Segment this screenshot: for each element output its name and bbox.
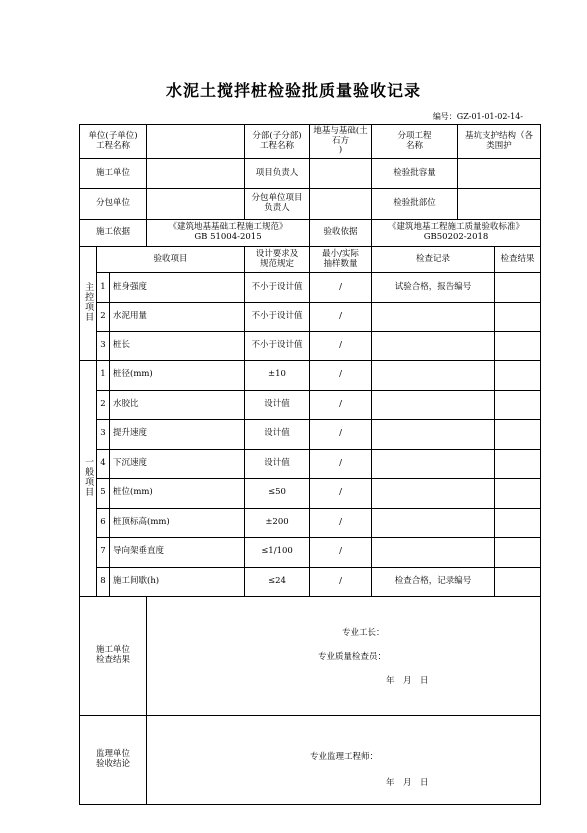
construction-check-signature-area bbox=[147, 597, 541, 716]
item-check-record[interactable]: 试验合格，报告编号 bbox=[372, 273, 495, 303]
item-sample-count[interactable]: / bbox=[310, 508, 372, 538]
col-sample-header: 最小/实际 抽样数量 bbox=[310, 247, 372, 273]
col-record-header: 检查记录 bbox=[372, 247, 495, 273]
item-check-result[interactable] bbox=[495, 273, 541, 303]
table-row bbox=[80, 479, 541, 509]
form-code: 编号：GZ-01-01-02-14- bbox=[432, 112, 523, 121]
item-sample-count[interactable]: / bbox=[310, 479, 372, 509]
item-design-requirement: 设计值 bbox=[245, 449, 310, 479]
item-check-result[interactable] bbox=[495, 538, 541, 568]
item-name: 提升速度 bbox=[110, 420, 245, 450]
table-row bbox=[80, 332, 541, 361]
item-sample-count[interactable]: / bbox=[310, 420, 372, 450]
item-design-requirement: ≤1/100 bbox=[245, 538, 310, 568]
column-header-row bbox=[80, 247, 541, 273]
supervision-date[interactable]: 年 月 日 bbox=[386, 778, 429, 788]
item-check-record[interactable] bbox=[372, 449, 495, 479]
item-number: 7 bbox=[97, 538, 110, 568]
batch-part-value[interactable] bbox=[458, 189, 541, 220]
item-check-result[interactable] bbox=[495, 449, 541, 479]
item-check-record[interactable] bbox=[372, 303, 495, 332]
supervision-row bbox=[80, 716, 541, 805]
col-design-header: 设计要求及 规范规定 bbox=[245, 247, 310, 273]
accept-basis-label: 验收依据 bbox=[310, 220, 372, 247]
item-sample-count[interactable]: / bbox=[310, 332, 372, 361]
item-design-requirement: 不小于设计值 bbox=[245, 332, 310, 361]
item-check-record[interactable] bbox=[372, 538, 495, 568]
col-result-header: 检查结果 bbox=[495, 247, 541, 273]
construction-unit-label: 施工单位 bbox=[80, 159, 147, 189]
item-design-requirement: 设计值 bbox=[245, 420, 310, 450]
basis-label: 施工依据 bbox=[80, 220, 147, 247]
item-number: 2 bbox=[97, 303, 110, 332]
item-check-record[interactable] bbox=[372, 508, 495, 538]
foreman-label[interactable]: 专业工长： bbox=[342, 628, 385, 638]
item-number: 2 bbox=[97, 390, 110, 420]
signature-block bbox=[147, 597, 540, 715]
item-name: 桩径(mm) bbox=[110, 361, 245, 391]
division-name-value[interactable]: 地基与基础(土石方 ) bbox=[310, 125, 372, 159]
project-manager-value[interactable] bbox=[310, 159, 372, 189]
batch-part-label: 检验批部位 bbox=[372, 189, 458, 220]
construction-check-label: 施工单位 检查结果 bbox=[80, 597, 147, 716]
basis-value: 《建筑地基基础工程施工规范》 GB 51004-2015 bbox=[147, 220, 310, 247]
item-name: 水胶比 bbox=[110, 390, 245, 420]
item-design-requirement: ±10 bbox=[245, 361, 310, 391]
item-check-record[interactable] bbox=[372, 361, 495, 391]
supervision-label: 监理单位 验收结论 bbox=[80, 716, 147, 805]
item-design-requirement: 不小于设计值 bbox=[245, 273, 310, 303]
subitem-name-label: 分项工程 名称 bbox=[372, 125, 458, 159]
item-check-record[interactable] bbox=[372, 479, 495, 509]
item-number: 3 bbox=[97, 420, 110, 450]
item-design-requirement: 设计值 bbox=[245, 390, 310, 420]
item-check-record[interactable] bbox=[372, 420, 495, 450]
item-design-requirement: 不小于设计值 bbox=[245, 303, 310, 332]
batch-capacity-value[interactable] bbox=[458, 159, 541, 189]
page-title: 水泥土搅拌桩检验批质量验收记录 bbox=[165, 81, 421, 100]
header-row-subcontractor bbox=[80, 189, 541, 220]
table-row bbox=[80, 303, 541, 332]
item-design-requirement: ≤50 bbox=[245, 479, 310, 509]
quality-inspector-label[interactable]: 专业质量检查员： bbox=[318, 652, 387, 662]
item-sample-count[interactable]: / bbox=[310, 361, 372, 391]
construction-date[interactable]: 年 月 日 bbox=[386, 676, 429, 686]
item-name: 桩身强度 bbox=[110, 273, 245, 303]
item-sample-count[interactable]: / bbox=[310, 567, 372, 597]
item-number: 8 bbox=[97, 567, 110, 597]
supervising-engineer-label[interactable]: 专业监理工程师： bbox=[310, 752, 379, 762]
main-control-label-cell bbox=[80, 247, 97, 361]
general-label: 一般项目 bbox=[83, 456, 94, 497]
item-check-result[interactable] bbox=[495, 390, 541, 420]
construction-unit-value[interactable] bbox=[147, 159, 245, 189]
item-check-result[interactable] bbox=[495, 508, 541, 538]
header-row-construction bbox=[80, 159, 541, 189]
item-check-result[interactable] bbox=[495, 332, 541, 361]
item-name: 导向架垂直度 bbox=[110, 538, 245, 568]
accept-basis-value: 《建筑地基工程施工质量验收标准》 GB50202-2018 bbox=[372, 220, 541, 247]
table-row bbox=[80, 273, 541, 303]
supervision-signature-area bbox=[147, 716, 541, 805]
item-check-result[interactable] bbox=[495, 479, 541, 509]
header-row-basis bbox=[80, 220, 541, 247]
item-sample-count[interactable]: / bbox=[310, 390, 372, 420]
inspection-form-table bbox=[79, 124, 541, 805]
item-name: 桩位(mm) bbox=[110, 479, 245, 509]
item-check-result[interactable] bbox=[495, 361, 541, 391]
item-name: 水泥用量 bbox=[110, 303, 245, 332]
item-sample-count[interactable]: / bbox=[310, 449, 372, 479]
item-number: 3 bbox=[97, 332, 110, 361]
table-row bbox=[80, 538, 541, 568]
item-design-requirement: ±200 bbox=[245, 508, 310, 538]
col-item-header: 验收项目 bbox=[97, 247, 245, 273]
item-check-record[interactable] bbox=[372, 332, 495, 361]
supervision-signature-block bbox=[147, 716, 540, 804]
sub-pm-value[interactable] bbox=[310, 189, 372, 220]
table-row bbox=[80, 567, 541, 597]
table-row bbox=[80, 449, 541, 479]
item-name: 桩顶标高(mm) bbox=[110, 508, 245, 538]
division-name-label: 分部(子分部) 工程名称 bbox=[245, 125, 310, 159]
item-check-result[interactable] bbox=[495, 567, 541, 597]
batch-capacity-label: 检验批容量 bbox=[372, 159, 458, 189]
item-check-record[interactable]: 检查合格，记录编号 bbox=[372, 567, 495, 597]
item-name: 下沉速度 bbox=[110, 449, 245, 479]
item-sample-count[interactable]: / bbox=[310, 538, 372, 568]
item-number: 4 bbox=[97, 449, 110, 479]
item-sample-count[interactable]: / bbox=[310, 303, 372, 332]
item-number: 6 bbox=[97, 508, 110, 538]
project-manager-label: 项目负责人 bbox=[245, 159, 310, 189]
main-control-label: 主控项目 bbox=[83, 281, 94, 322]
table-row bbox=[80, 420, 541, 450]
item-check-result[interactable] bbox=[495, 303, 541, 332]
item-name: 施工间歇(h) bbox=[110, 567, 245, 597]
item-check-record[interactable] bbox=[372, 390, 495, 420]
subcontractor-value[interactable] bbox=[147, 189, 245, 220]
header-row-unit bbox=[80, 125, 541, 159]
item-number: 1 bbox=[97, 273, 110, 303]
item-sample-count[interactable]: / bbox=[310, 273, 372, 303]
item-check-result[interactable] bbox=[495, 420, 541, 450]
table-row bbox=[80, 508, 541, 538]
construction-check-row bbox=[80, 597, 541, 716]
sub-pm-label: 分包单位项目 负责人 bbox=[245, 189, 310, 220]
subitem-name-value[interactable]: 基坑支护结构（各 类围护 bbox=[458, 125, 541, 159]
item-number: 5 bbox=[97, 479, 110, 509]
table-row bbox=[80, 361, 541, 391]
item-design-requirement: ≤24 bbox=[245, 567, 310, 597]
item-name: 桩长 bbox=[110, 332, 245, 361]
table-row bbox=[80, 390, 541, 420]
subcontractor-label: 分包单位 bbox=[80, 189, 147, 220]
unit-name-value[interactable] bbox=[147, 125, 245, 159]
general-label-cell bbox=[80, 361, 97, 597]
item-number: 1 bbox=[97, 361, 110, 391]
unit-name-label: 单位(子单位) 工程名称 bbox=[80, 125, 147, 159]
